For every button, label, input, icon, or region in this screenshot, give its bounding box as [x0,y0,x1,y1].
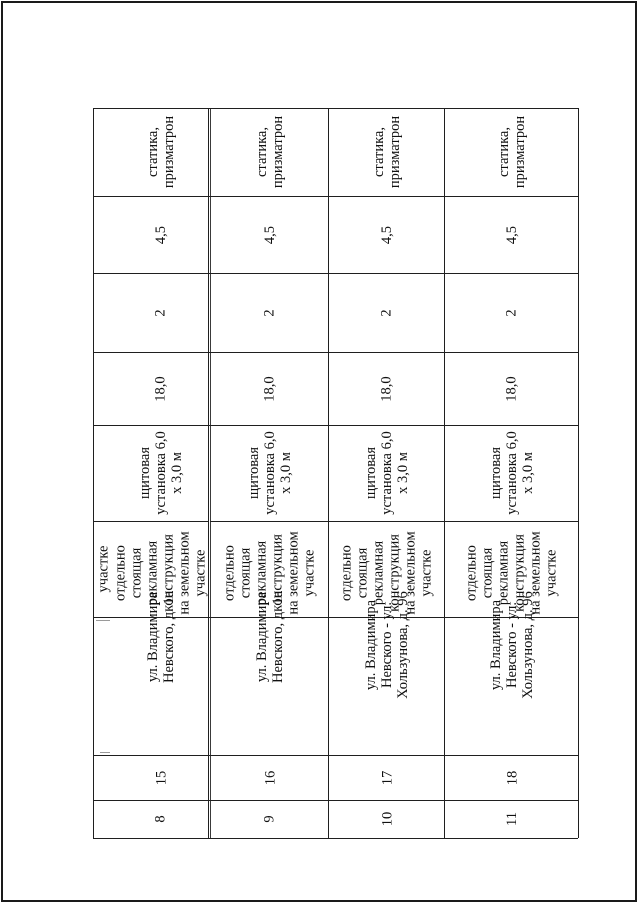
area-text: 18,0 [153,375,169,402]
height-text: 4,5 [379,225,395,244]
text-line: участке [301,549,318,597]
area-cell [114,352,208,425]
address-text [145,591,177,683]
text-line: рекламная [370,540,387,606]
address-text [488,591,536,699]
text-line: стоящая [128,547,145,599]
size-cell [114,425,208,521]
column-border [93,108,94,838]
sides-cell [330,273,444,352]
row-number-text: 9 [262,815,278,823]
sides-cell [114,273,208,352]
sides-text: 2 [379,308,395,317]
text-line: отдельно [112,545,129,601]
height-text: 4,5 [153,225,169,244]
kind-text [496,116,528,188]
row-number-text: 8 [153,815,169,823]
text-line: стоящая [479,547,496,599]
text-line: Невского, д. 1а [270,590,286,684]
column-border [210,108,211,838]
column-border [444,108,445,838]
scan-artifact [96,620,110,621]
text-line: установка 6,0 [378,431,395,515]
text-line: установка 6,0 [503,431,520,515]
address-cell [446,591,578,755]
ad-number-cell [114,755,208,800]
header-fragment-text: участке [95,545,111,593]
text-line: участке [192,549,209,597]
size-text [488,431,536,515]
text-line: ул. Владимира [363,599,379,691]
area-cell [212,352,328,425]
ad-number-text: 15 [153,770,169,785]
height-text: 4,5 [262,225,278,244]
text-line: Невского - ул. [504,601,520,689]
text-line: х 3,0 м [394,452,411,494]
text-line: призматрон [386,115,403,189]
kind-cell [446,108,578,196]
column-border [208,108,209,838]
row-number-cell [446,800,578,838]
text-line: ул. Владимира [488,599,504,691]
height-cell [114,196,208,273]
ad-number-cell [330,755,444,800]
row-number-text: 10 [379,811,395,827]
text-line: Невского - ул. [379,601,395,689]
row-number-cell [114,800,208,838]
address-cell [114,590,208,755]
text-line: х 3,0 м [168,452,185,494]
address-text [363,591,411,699]
size-text [363,431,411,515]
sides-text: 2 [504,308,520,317]
text-line: участке [543,549,560,597]
kind-cell [114,108,208,196]
column-border [578,108,579,838]
text-line: отдельно [463,545,480,601]
text-line: статика, [144,127,161,178]
area-text: 18,0 [379,375,395,402]
scan-artifact [100,752,110,753]
height-cell [212,196,328,273]
text-line: ул. Владимира [254,591,270,683]
sides-text: 2 [153,308,169,317]
sides-cell [446,273,578,352]
kind-text [371,116,403,188]
size-cell [330,425,444,521]
text-line: на земельном [176,531,193,615]
text-line: щитовая [362,446,379,500]
text-line: х 3,0 м [277,452,294,494]
text-line: отдельно [338,545,355,601]
kind-text [145,116,177,188]
row-number-text: 11 [504,812,520,826]
text-line: участке [418,549,435,597]
height-cell [446,196,578,273]
text-line: стоящая [237,547,254,599]
text-line: призматрон [269,115,286,189]
kind-cell [330,108,444,196]
address-cell [330,591,444,755]
text-line: статика, [495,127,512,178]
text-line: щитовая [245,446,262,500]
text-line: стоящая [354,547,371,599]
ad-number-cell [212,755,328,800]
area-cell [446,352,578,425]
area-text: 18,0 [504,375,520,402]
text-line: на земельном [527,531,544,615]
height-text: 4,5 [504,225,520,244]
text-line: на земельном [285,531,302,615]
text-line: установка 6,0 [261,431,278,515]
text-line: статика, [370,127,387,178]
text-line: Хользунова, д. 96 [520,591,536,699]
text-line: конструкция [511,534,528,612]
ad-number-text: 18 [504,770,520,785]
height-cell [330,196,444,273]
header-fragment-cell [93,521,113,617]
size-text [137,431,185,515]
sides-text: 2 [262,308,278,317]
text-line: конструкция [386,534,403,612]
text-line: призматрон [160,115,177,189]
area-cell [330,352,444,425]
row-number-cell [330,800,444,838]
text-line: Хользунова, д. 96 [395,591,411,699]
column-border [328,108,329,838]
size-cell [212,425,328,521]
ad-number-text: 16 [262,770,278,785]
kind-cell [212,108,328,196]
ad-number-cell [446,755,578,800]
text-line: щитовая [487,446,504,500]
row-border [93,838,578,839]
text-line: на земельном [402,531,419,615]
text-line: статика, [253,127,270,178]
text-line: Невского, д. 1а [161,590,177,684]
text-line: конструкция [160,534,177,612]
sides-cell [212,273,328,352]
ad-number-text: 17 [379,770,395,785]
text-line: рекламная [253,540,270,606]
text-line: рекламная [495,540,512,606]
size-text [246,431,294,515]
address-text [254,591,286,683]
text-line: отдельно [221,545,238,601]
kind-text [254,116,286,188]
text-line: х 3,0 м [519,452,536,494]
text-line: ул. Владимира [145,591,161,683]
text-line: щитовая [136,446,153,500]
text-line: призматрон [511,115,528,189]
text-line: установка 6,0 [152,431,169,515]
text-line: рекламная [144,540,161,606]
text-line: конструкция [269,534,286,612]
size-cell [446,425,578,521]
row-number-cell [212,800,328,838]
area-text: 18,0 [262,375,278,402]
address-cell [212,590,328,755]
